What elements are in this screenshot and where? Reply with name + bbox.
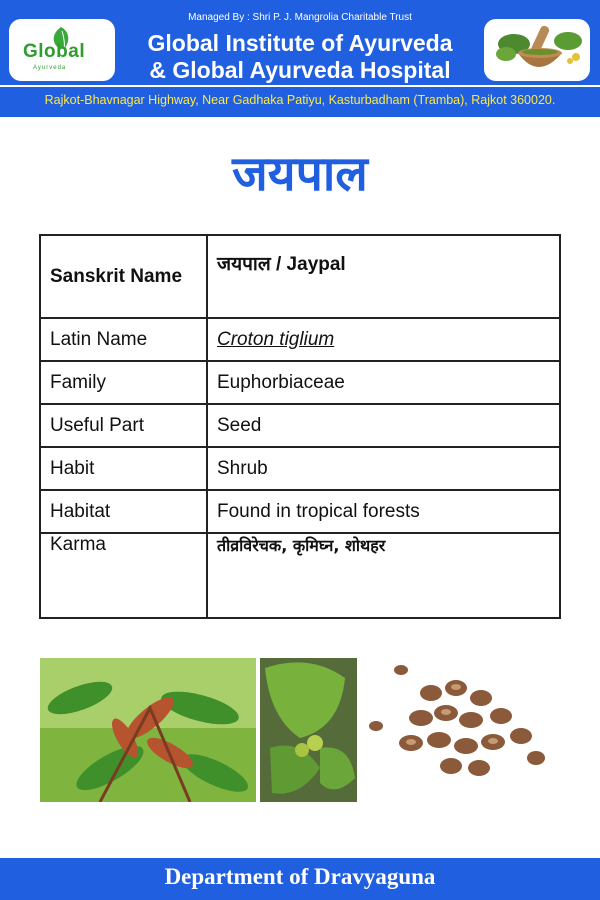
plant-leaves-photo xyxy=(40,658,256,802)
row-value-habitat: Found in tropical forests xyxy=(207,490,560,533)
table-row xyxy=(40,235,560,318)
address-text: Rajkot-Bhavnagar Highway, Near Gadhaka Patiyu, Kasturbadham (Tramba), Rajkot 360020. xyxy=(44,93,556,107)
table-row xyxy=(40,318,560,361)
row-label-useful-part: Useful Part xyxy=(40,404,207,447)
row-value-latin-name: Croton tiglium xyxy=(207,318,560,361)
institute-name-line2: & Global Ayurveda Hospital xyxy=(149,57,451,83)
managed-by-text: Managed By : Shri P. J. Mangrolia Charitable Trust xyxy=(188,12,412,23)
row-value-useful-part: Seed xyxy=(207,404,560,447)
row-label-family: Family xyxy=(40,361,207,404)
row-label-latin-name: Latin Name xyxy=(40,318,207,361)
table-row xyxy=(40,404,560,447)
sanskrit-name-devanagari: जयपाल xyxy=(217,253,271,275)
page-title: जयपाल xyxy=(232,146,368,202)
row-value-family: Euphorbiaceae xyxy=(207,361,560,404)
plant-fruit-photo xyxy=(260,658,357,802)
seeds-photo xyxy=(361,658,560,802)
plant-info-table xyxy=(39,234,561,619)
row-label-sanskrit-name: Sanskrit Name xyxy=(40,235,207,318)
department-name: Department of Dravyaguna xyxy=(164,864,436,889)
sanskrit-name-latin: / Jaypal xyxy=(270,254,346,275)
row-value-habit: Shrub xyxy=(207,447,560,490)
header-divider xyxy=(0,85,600,87)
institute-name-line1: Global Institute of Ayurveda xyxy=(147,30,453,56)
row-value-sanskrit-name xyxy=(207,235,560,318)
row-label-habitat: Habitat xyxy=(40,490,207,533)
logo-text: Global xyxy=(23,41,86,62)
table-row xyxy=(40,361,560,404)
table-row xyxy=(40,447,560,490)
table-row xyxy=(40,490,560,533)
row-label-habit: Habit xyxy=(40,447,207,490)
logo-subtext: Ayurveda xyxy=(33,65,67,71)
table-row xyxy=(40,533,560,618)
row-label-karma: Karma xyxy=(40,533,207,618)
row-value-karma: तीव्रविरेचक, कृमिघ्न, शोथहर xyxy=(207,533,560,618)
